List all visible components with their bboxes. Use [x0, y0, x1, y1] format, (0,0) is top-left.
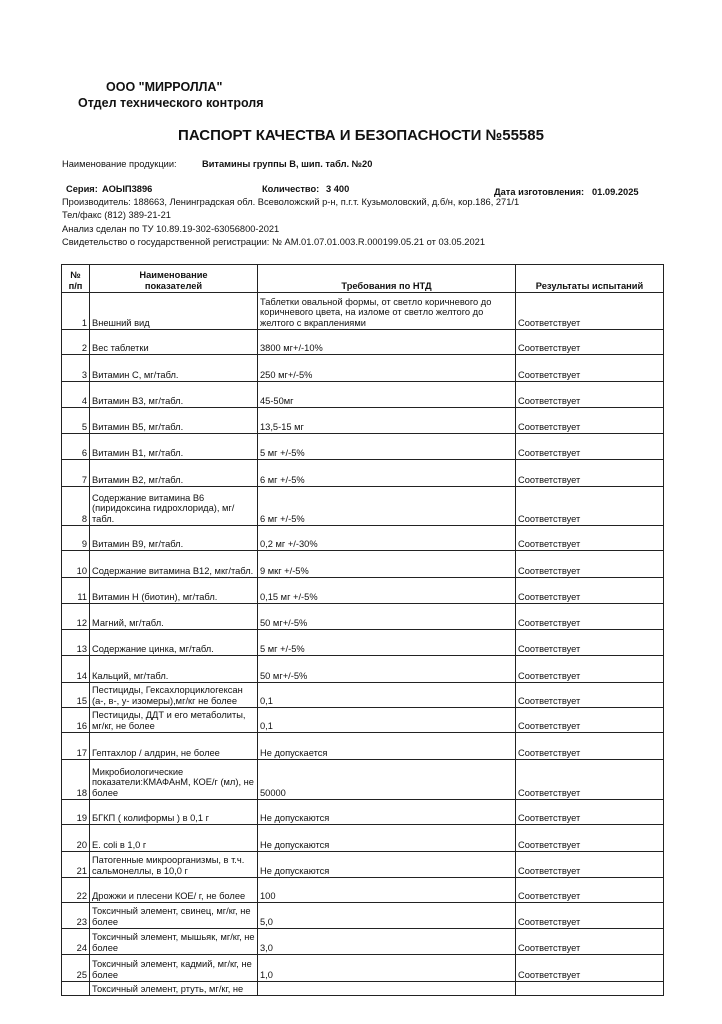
row-result: Соответствует: [516, 708, 664, 733]
row-requirement: 6 мг +/-5%: [258, 460, 516, 487]
manufacturer-line: Производитель: 188663, Ленинградская обл. Всеволожский р-н, п.г.т. Кузьмоловский, д.б/н, кор.186, 271/1: [62, 197, 520, 207]
row-requirement: 6 мг +/-5%: [258, 487, 516, 526]
row-indicator-name: Гептахлор / алдрин, не более: [90, 733, 258, 760]
header-number-line2: п/п: [68, 280, 83, 291]
quantity-value: 3 400: [326, 184, 350, 194]
table-row: [62, 800, 664, 825]
table-row: [62, 852, 664, 878]
table-row: [62, 929, 664, 955]
table-row: [62, 760, 664, 800]
phone-line: Тел/факс (812) 389-21-21: [62, 210, 171, 220]
row-number: 24: [62, 929, 90, 955]
row-result: Соответствует: [516, 487, 664, 526]
row-indicator-name: Содержание витамина В12, мкг/табл.: [90, 551, 258, 578]
row-requirement: 0,1: [258, 683, 516, 708]
row-result: [516, 982, 664, 996]
row-indicator-name: Патогенные микроорганизмы, в т.ч. сальмонеллы, в 10,0 г: [90, 852, 258, 878]
row-number: 7: [62, 460, 90, 487]
row-result: Соответствует: [516, 733, 664, 760]
row-indicator-name: Витамин В3, мг/табл.: [90, 382, 258, 408]
row-result: Соответствует: [516, 526, 664, 551]
row-number: 2: [62, 330, 90, 355]
row-number: 3: [62, 355, 90, 382]
table-row: [62, 683, 664, 708]
row-indicator-name: Витамин В2, мг/табл.: [90, 460, 258, 487]
table-row: [62, 982, 664, 996]
table-row: [62, 604, 664, 630]
row-result: Соответствует: [516, 382, 664, 408]
row-number: 14: [62, 656, 90, 683]
row-requirement: Не допускаются: [258, 825, 516, 852]
row-indicator-name: Пестициды, ДДТ и его метаболиты, мг/кг, не более: [90, 708, 258, 733]
row-indicator-name: Токсичный элемент, кадмий, мг/кг, не более: [90, 955, 258, 982]
row-number: 15: [62, 683, 90, 708]
row-result: Соответствует: [516, 330, 664, 355]
row-requirement: Таблетки овальной формы, от светло коричневого до коричневого цвета, на изломе от светло желтого до желтого с вкраплениями: [258, 293, 516, 330]
row-result: Соответствует: [516, 408, 664, 434]
row-requirement: Не допускается: [258, 733, 516, 760]
row-number: 6: [62, 434, 90, 460]
table-body: [62, 293, 664, 996]
header-results: Результаты испытаний: [516, 265, 664, 293]
row-number: 12: [62, 604, 90, 630]
row-requirement: 5 мг +/-5%: [258, 630, 516, 656]
row-indicator-name: Пестициды, Гексахлорциклогексан (а-, в-, у- изомеры),мг/кг не более: [90, 683, 258, 708]
row-requirement: 0,1: [258, 708, 516, 733]
row-result: Соответствует: [516, 656, 664, 683]
row-number: 1: [62, 293, 90, 330]
row-requirement: [258, 982, 516, 996]
row-number: 13: [62, 630, 90, 656]
row-number: 11: [62, 578, 90, 604]
row-number: 17: [62, 733, 90, 760]
header-number-line1: №: [70, 270, 81, 280]
table-row: [62, 903, 664, 929]
registration-line: Свидетельство о государственной регистрации: № AM.01.07.01.003.R.000199.05.21 от 03.05.2021: [62, 237, 485, 247]
row-requirement: 0,2 мг +/-30%: [258, 526, 516, 551]
row-result: Соответствует: [516, 683, 664, 708]
row-number: 16: [62, 708, 90, 733]
row-requirement: 100: [258, 878, 516, 903]
row-requirement: 50000: [258, 760, 516, 800]
table-row: [62, 487, 664, 526]
row-requirement: 1,0: [258, 955, 516, 982]
header-requirements: Требования по НТД: [258, 265, 516, 293]
row-indicator-name: Токсичный элемент, мышьяк, мг/кг, не более: [90, 929, 258, 955]
row-indicator-name: Вес таблетки: [90, 330, 258, 355]
table-row: [62, 955, 664, 982]
row-number: 19: [62, 800, 90, 825]
row-number: 5: [62, 408, 90, 434]
row-indicator-name: Витамин В5, мг/табл.: [90, 408, 258, 434]
row-result: Соответствует: [516, 578, 664, 604]
header-name: [90, 265, 258, 293]
row-result: Соответствует: [516, 760, 664, 800]
row-requirement: 3800 мг+/-10%: [258, 330, 516, 355]
table-row: [62, 434, 664, 460]
row-number: 21: [62, 852, 90, 878]
row-result: Соответствует: [516, 434, 664, 460]
row-requirement: 50 мг+/-5%: [258, 656, 516, 683]
row-result: Соответствует: [516, 903, 664, 929]
row-indicator-name: Витамин С, мг/табл.: [90, 355, 258, 382]
row-indicator-name: Витамин В9, мг/табл.: [90, 526, 258, 551]
department-name: Отдел технического контроля: [78, 96, 264, 110]
row-requirement: 9 мкг +/-5%: [258, 551, 516, 578]
document-title: ПАСПОРТ КАЧЕСТВА И БЕЗОПАСНОСТИ №55585: [178, 127, 544, 144]
header-number: [62, 265, 90, 293]
row-result: Соответствует: [516, 800, 664, 825]
manufacture-date-label: Дата изготовления:: [494, 187, 585, 197]
row-indicator-name: Магний, мг/табл.: [90, 604, 258, 630]
header-name-line2: показателей: [144, 280, 203, 291]
row-result: Соответствует: [516, 852, 664, 878]
row-number: 25: [62, 955, 90, 982]
row-result: Соответствует: [516, 551, 664, 578]
row-number: [62, 982, 90, 996]
row-number: 4: [62, 382, 90, 408]
row-number: 8: [62, 487, 90, 526]
analysis-line: Анализ сделан по ТУ 10.89.19-302-63056800-2021: [62, 224, 280, 234]
row-result: Соответствует: [516, 955, 664, 982]
header-name-line1: Наименование: [139, 270, 208, 280]
row-requirement: Не допускаются: [258, 800, 516, 825]
row-result: Соответствует: [516, 604, 664, 630]
row-requirement: 13,5-15 мг: [258, 408, 516, 434]
manufacture-date-value: 01.09.2025: [592, 187, 639, 197]
row-indicator-name: E. coli в 1,0 г: [90, 825, 258, 852]
row-result: Соответствует: [516, 929, 664, 955]
table-row: [62, 408, 664, 434]
row-result: Соответствует: [516, 293, 664, 330]
table-row: [62, 526, 664, 551]
table-row: [62, 578, 664, 604]
row-indicator-name: Содержание витамина В6 (пиридоксина гидрохлорида), мг/табл.: [90, 487, 258, 526]
row-number: 10: [62, 551, 90, 578]
row-indicator-name: Токсичный элемент, ртуть, мг/кг, не: [90, 982, 258, 996]
row-indicator-name: Витамин В1, мг/табл.: [90, 434, 258, 460]
series-value: АОЫП3896: [102, 184, 153, 194]
table-row: [62, 708, 664, 733]
row-indicator-name: Микробиологические показатели:КМАФАнМ, КОЕ/г (мл), не более: [90, 760, 258, 800]
row-number: 22: [62, 878, 90, 903]
product-label: Наименование продукции:: [62, 159, 177, 169]
company-name: ООО "МИРРОЛЛА": [106, 80, 223, 94]
row-requirement: 5 мг +/-5%: [258, 434, 516, 460]
table-row: [62, 460, 664, 487]
table-row: [62, 630, 664, 656]
series-label: Серия:: [66, 184, 98, 194]
row-indicator-name: Внешний вид: [90, 293, 258, 330]
row-result: Соответствует: [516, 630, 664, 656]
table-row: [62, 293, 664, 330]
row-result: Соответствует: [516, 355, 664, 382]
row-number: 18: [62, 760, 90, 800]
table-row: [62, 656, 664, 683]
row-indicator-name: Витамин Н (биотин), мг/табл.: [90, 578, 258, 604]
test-results-table: [61, 264, 664, 996]
row-requirement: 45-50мг: [258, 382, 516, 408]
table-row: [62, 382, 664, 408]
row-result: Соответствует: [516, 460, 664, 487]
table-row: [62, 330, 664, 355]
row-number: 9: [62, 526, 90, 551]
row-requirement: Не допускаются: [258, 852, 516, 878]
table-header-row: [62, 265, 664, 293]
row-indicator-name: БГКП ( колиформы ) в 0,1 г: [90, 800, 258, 825]
row-result: Соответствует: [516, 878, 664, 903]
row-requirement: 250 мг+/-5%: [258, 355, 516, 382]
table-row: [62, 825, 664, 852]
row-number: 20: [62, 825, 90, 852]
row-requirement: 50 мг+/-5%: [258, 604, 516, 630]
row-requirement: 0,15 мг +/-5%: [258, 578, 516, 604]
row-indicator-name: Содержание цинка, мг/табл.: [90, 630, 258, 656]
table-row: [62, 551, 664, 578]
row-number: 23: [62, 903, 90, 929]
row-result: Соответствует: [516, 825, 664, 852]
table-row: [62, 733, 664, 760]
row-indicator-name: Дрожжи и плесени КОЕ/ г, не более: [90, 878, 258, 903]
row-requirement: 3,0: [258, 929, 516, 955]
quantity-label: Количество:: [262, 184, 320, 194]
table-row: [62, 355, 664, 382]
row-indicator-name: Токсичный элемент, свинец, мг/кг, не более: [90, 903, 258, 929]
row-requirement: 5,0: [258, 903, 516, 929]
row-indicator-name: Кальций, мг/табл.: [90, 656, 258, 683]
table-row: [62, 878, 664, 903]
product-value: Витамины группы В, шип. табл. №20: [202, 159, 373, 169]
